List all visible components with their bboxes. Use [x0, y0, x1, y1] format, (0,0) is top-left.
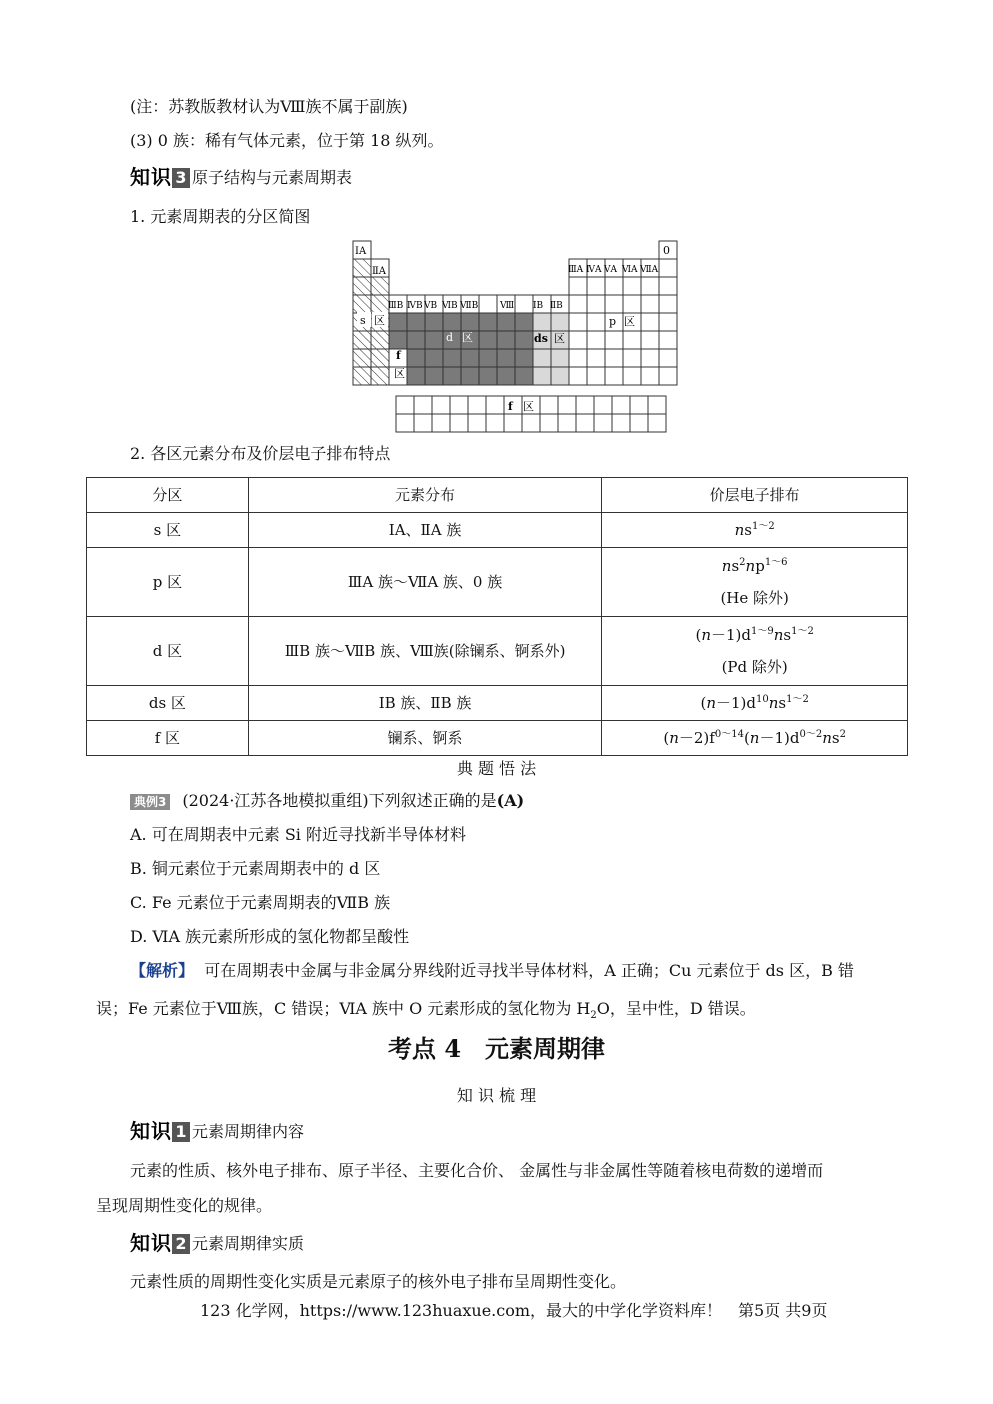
page-footer: 123 化学网，https://www.123huaxue.com，最大的中学化学资料库！ 第5页 共9页 — [200, 1301, 828, 1320]
table-cell — [641, 313, 659, 331]
table-cell — [605, 295, 623, 313]
table-cell — [425, 367, 443, 385]
table-cell — [515, 313, 533, 331]
section2-tag: 知识 — [130, 1231, 172, 1255]
table-cell — [353, 331, 371, 349]
table-cell — [587, 349, 605, 367]
label-f2-letter: f — [508, 400, 513, 413]
table-cell — [533, 349, 551, 367]
table-cell — [497, 331, 515, 349]
zone-table — [86, 477, 908, 756]
label-ivb: ⅣB — [407, 301, 423, 311]
zhishi-shuli: 知 识 梳 理 — [456, 1086, 537, 1105]
table-cell — [623, 367, 641, 385]
label-ia: ⅠA — [355, 246, 367, 257]
config-cell: $(n-1)d^{10}ns^{1\sim 2}$ — [602, 686, 908, 721]
table-cell — [425, 313, 443, 331]
table-cell — [353, 349, 371, 367]
config-cell: $ns^{1\sim 2}$ — [602, 513, 908, 548]
table-cell — [623, 331, 641, 349]
table-cell — [630, 414, 648, 432]
table-cell — [479, 367, 497, 385]
table-cell — [407, 331, 425, 349]
table-cell — [389, 331, 407, 349]
label-iib: ⅡB — [550, 301, 563, 311]
item1-line: 1. 元素周期表的分区简图 — [130, 207, 311, 226]
table-cell — [641, 367, 659, 385]
label-f2-qu: 区 — [523, 400, 534, 413]
table-cell — [623, 295, 641, 313]
table-cell — [515, 295, 533, 313]
table-cell — [468, 396, 486, 414]
table-cell — [425, 349, 443, 367]
section2-title: 元素周期律实质 — [192, 1234, 305, 1253]
table-cell — [612, 396, 630, 414]
dist-cell: ⅠB 族、ⅡB 族 — [248, 686, 602, 721]
table-cell — [407, 349, 425, 367]
table-cell — [407, 367, 425, 385]
label-f-qu: 区 — [394, 367, 405, 380]
option-d: D. ⅥA 族元素所形成的氢化物都呈酸性 — [130, 927, 410, 946]
table-cell — [569, 367, 587, 385]
label-va: ⅤA — [604, 265, 617, 275]
table-cell — [371, 367, 389, 385]
table-cell — [659, 331, 677, 349]
header-dist: 元素分布 — [248, 478, 602, 513]
para2-line: 元素性质的周期性变化实质是元素原子的核外电子排布呈周期性变化。 — [130, 1272, 627, 1291]
table-cell — [533, 313, 551, 331]
table-cell — [450, 396, 468, 414]
table-cell — [396, 396, 414, 414]
note-line: (注：苏教版教材认为Ⅷ族不属于副族) — [130, 97, 408, 116]
table-cell — [659, 277, 677, 295]
table-cell — [659, 313, 677, 331]
group0-line: (3) 0 族：稀有气体元素，位于第 18 纵列。 — [130, 131, 444, 150]
table-cell — [371, 295, 389, 313]
section1-header — [130, 1119, 304, 1143]
table-cell — [569, 277, 587, 295]
table-cell — [641, 349, 659, 367]
table-cell — [594, 396, 612, 414]
table-cell — [497, 313, 515, 331]
table-cell — [414, 414, 432, 432]
table-cell — [540, 396, 558, 414]
table-cell — [432, 396, 450, 414]
table-cell — [468, 414, 486, 432]
table-cell — [641, 295, 659, 313]
analysis-text-1: 可在周期表中金属与非金属分界线附近寻找半导体材料，A 正确；Cu 元素位于 ds 区，B 错 — [204, 961, 854, 980]
table-cell — [587, 313, 605, 331]
label-p-qu: 区 — [624, 315, 635, 328]
section3-num: 3 — [172, 168, 190, 188]
para1-line1: 元素的性质、核外电子排布、原子半径、主要化合价、 金属性与非金属性等随着核电荷数的递增而 — [130, 1161, 824, 1180]
table-cell — [396, 414, 414, 432]
table-cell — [605, 331, 623, 349]
zone-cell: ds 区 — [87, 686, 249, 721]
table-cell — [587, 295, 605, 313]
zone-cell: d 区 — [87, 617, 249, 686]
table-cell — [576, 396, 594, 414]
periodic-table-diagram — [350, 238, 680, 435]
label-viia: ⅦA — [640, 265, 659, 275]
header-zone: 分区 — [87, 478, 249, 513]
table-cell — [587, 367, 605, 385]
analysis-tag: 【解析】 — [130, 961, 195, 980]
label-via: ⅥA — [622, 265, 638, 275]
label-ds-letter: ds — [534, 332, 548, 345]
table-cell — [353, 277, 371, 295]
table-cell — [479, 295, 497, 313]
config-cell: $ns^2np^{1\sim 6}$ (He 除外) — [602, 548, 908, 617]
table-cell — [432, 414, 450, 432]
table-cell — [486, 396, 504, 414]
table-cell — [515, 367, 533, 385]
table-cell — [551, 367, 569, 385]
table-cell — [443, 367, 461, 385]
table-row — [87, 513, 908, 548]
label-vib: ⅥB — [442, 301, 458, 311]
config-cell: $(n-1)d^{1\sim 9}ns^{1\sim 2}$ (Pd 除外) — [602, 617, 908, 686]
table-cell — [659, 349, 677, 367]
table-cell — [576, 414, 594, 432]
dianti-heading: 典 题 悟 法 — [456, 759, 537, 778]
section2-header — [130, 1231, 304, 1255]
dist-cell: 镧系、锕系 — [248, 721, 602, 756]
analysis-line-2: 误；Fe 元素位于Ⅷ族，C 错误；ⅥA 族中 O 元素形成的氢化物为 $H_2O$，呈中性，D 错误。 — [96, 999, 756, 1022]
table-cell — [551, 313, 569, 331]
zone-cell: f 区 — [87, 721, 249, 756]
label-iva: ⅣA — [586, 265, 602, 275]
zone-cell: p 区 — [87, 548, 249, 617]
table-cell — [371, 349, 389, 367]
table-cell — [353, 259, 371, 277]
item2-line: 2. 各区元素分布及价层电子排布特点 — [130, 444, 391, 463]
table-cell — [497, 367, 515, 385]
label-iia: ⅡA — [372, 266, 387, 277]
table-cell — [515, 349, 533, 367]
table-cell — [371, 331, 389, 349]
config-cell: $(n-2)f^{0\sim 14}(n-1)d^{0\sim 2}ns^2$ — [602, 721, 908, 756]
option-b: B. 铜元素位于元素周期表中的 d 区 — [130, 859, 381, 878]
label-d-qu: 区 — [462, 331, 473, 344]
example-stem: (2024·江苏各地模拟重组)下列叙述正确的是 — [182, 791, 497, 810]
dist-cell: ⅠA、ⅡA 族 — [248, 513, 602, 548]
section3-header — [130, 165, 352, 189]
label-f-letter: f — [396, 349, 401, 362]
dist-cell: ⅢA 族～ⅦA 族、0 族 — [248, 548, 602, 617]
label-s-qu: 区 — [374, 314, 385, 327]
section1-tag: 知识 — [130, 1119, 172, 1143]
kaodian-title: 考点 4 元素周期律 — [387, 1034, 606, 1063]
table-cell — [648, 414, 666, 432]
table-cell — [515, 331, 533, 349]
table-cell — [486, 414, 504, 432]
table-cell — [558, 414, 576, 432]
table-cell — [479, 349, 497, 367]
label-d-letter: d — [446, 331, 454, 344]
table-cell — [533, 367, 551, 385]
table-cell — [594, 414, 612, 432]
table-cell — [450, 414, 468, 432]
label-viib: ⅦB — [460, 301, 479, 311]
table-cell — [504, 396, 522, 414]
section1-title: 元素周期律内容 — [192, 1122, 305, 1141]
option-c: C. Fe 元素位于元素周期表的ⅦB 族 — [130, 893, 391, 912]
table-cell — [479, 331, 497, 349]
table-cell — [659, 295, 677, 313]
table-cell — [569, 331, 587, 349]
table-row — [87, 721, 908, 756]
table-cell — [479, 313, 497, 331]
table-cell — [540, 414, 558, 432]
table-cell — [353, 295, 371, 313]
table-cell — [371, 277, 389, 295]
section3-tag: 知识 — [130, 165, 172, 189]
label-p-letter: p — [609, 315, 617, 328]
label-iiib: ⅢB — [388, 301, 404, 311]
analysis-line-1 — [130, 960, 854, 982]
table-cell — [389, 313, 407, 331]
table-row — [87, 686, 908, 721]
table-cell — [648, 396, 666, 414]
label-s-letter: s — [360, 314, 366, 327]
para1-line2: 呈现周期性变化的规律。 — [96, 1196, 273, 1215]
label-iiia: ⅢA — [568, 265, 584, 275]
zone-cell: s 区 — [87, 513, 249, 548]
table-cell — [605, 349, 623, 367]
example-badge: 典例3 — [130, 794, 170, 810]
section1-num: 1 — [172, 1122, 190, 1142]
table-cell — [407, 313, 425, 331]
table-cell — [605, 367, 623, 385]
table-cell — [443, 349, 461, 367]
label-zero: 0 — [663, 244, 670, 257]
dist-cell: ⅢB 族～ⅦB 族、Ⅷ族(除镧系、锕系外) — [248, 617, 602, 686]
table-cell — [659, 367, 677, 385]
table-cell — [569, 313, 587, 331]
table-cell — [504, 414, 522, 432]
table-cell — [425, 331, 443, 349]
label-ds-qu: 区 — [554, 332, 565, 345]
table-cell — [353, 367, 371, 385]
table-row — [87, 548, 908, 617]
label-vb: ⅤB — [424, 301, 438, 311]
table-cell — [551, 349, 569, 367]
table-cell — [641, 277, 659, 295]
label-viii: Ⅷ — [500, 301, 515, 311]
table-header-row — [87, 478, 908, 513]
example-stem-line — [130, 790, 524, 812]
table-cell — [461, 349, 479, 367]
option-a: A. 可在周期表中元素 Si 附近寻找新半导体材料 — [130, 825, 466, 844]
table-cell — [630, 396, 648, 414]
example-answer: (A) — [496, 791, 525, 810]
table-cell — [443, 313, 461, 331]
table-cell — [558, 396, 576, 414]
table-cell — [461, 313, 479, 331]
table-cell — [605, 277, 623, 295]
table-cell — [569, 349, 587, 367]
table-cell — [641, 331, 659, 349]
table-cell — [587, 277, 605, 295]
table-cell — [623, 277, 641, 295]
table-cell — [569, 295, 587, 313]
section2-num: 2 — [172, 1234, 190, 1254]
table-cell — [612, 414, 630, 432]
table-cell — [623, 349, 641, 367]
table-cell — [659, 259, 677, 277]
label-ib: ⅠB — [533, 301, 544, 311]
table-cell — [522, 414, 540, 432]
table-cell — [461, 367, 479, 385]
table-row — [87, 617, 908, 686]
table-cell — [414, 396, 432, 414]
section3-title: 原子结构与元素周期表 — [192, 168, 353, 187]
header-config: 价层电子排布 — [602, 478, 908, 513]
table-cell — [587, 331, 605, 349]
table-cell — [497, 349, 515, 367]
